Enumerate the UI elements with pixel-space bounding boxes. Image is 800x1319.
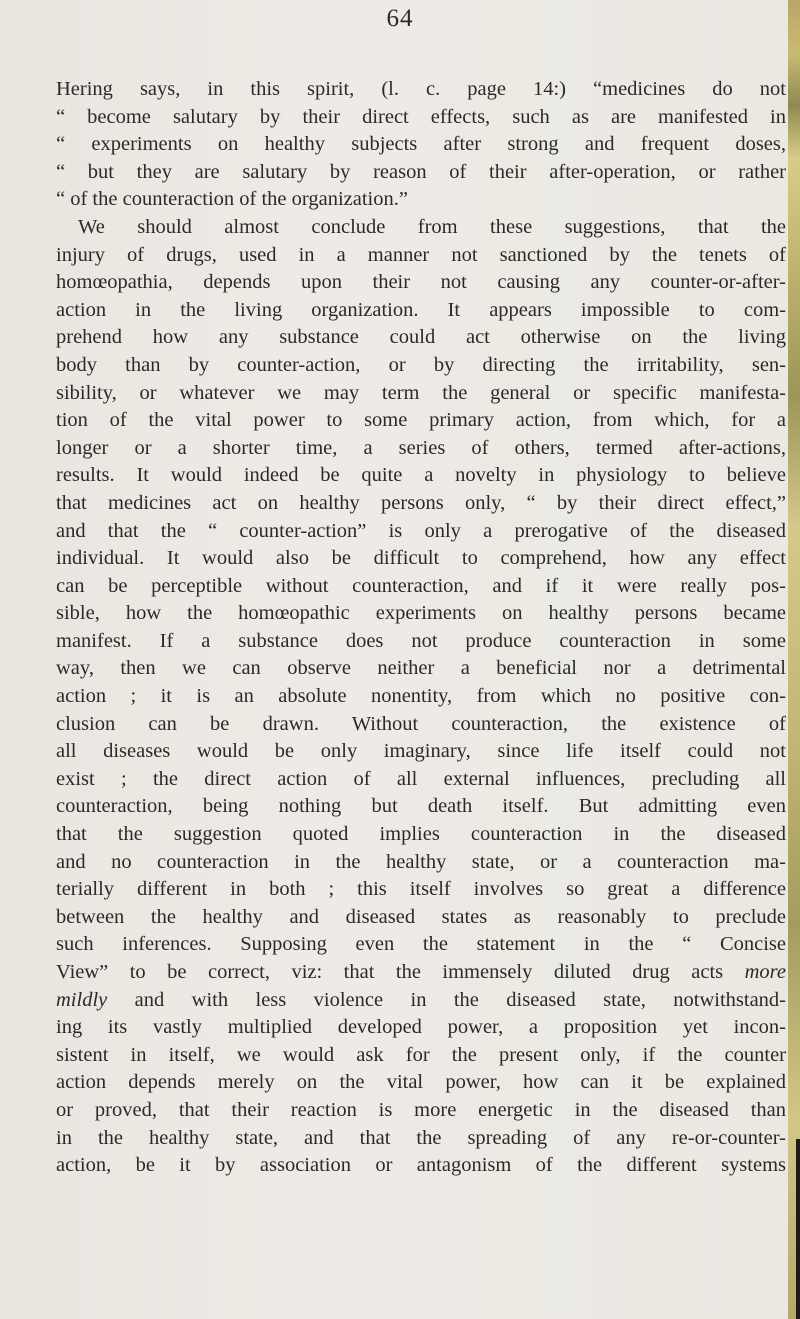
text-line: mildly and with less violence in the diseased state, notwithstand- <box>56 988 786 1011</box>
text-line: Hering says, in this spirit, (l. c. page 14:) “medicines do not <box>56 78 786 100</box>
text-line: action ; it is an absolute nonentity, from which no positive con- <box>56 685 786 708</box>
text-line: terially different in both ; this itself involves so great a difference <box>56 878 786 901</box>
text-line: or proved, that their reaction is more energetic in the diseased than <box>56 1098 786 1121</box>
text-line: that medicines act on healthy persons only, “ by their direct effect,” <box>56 491 786 514</box>
text-line: ing its vastly multiplied developed power, a proposition yet incon- <box>56 1016 786 1039</box>
text-line: action in the living organization. It appears impossible to com- <box>56 298 786 321</box>
text-line: results. It would indeed be quite a novelty in physiology to believe <box>56 464 786 487</box>
text-line: and no counteraction in the healthy state, or a counteraction ma- <box>56 850 786 873</box>
text-line: clusion can be drawn. Without counteraction, the existence of <box>56 712 786 735</box>
text-line: can be perceptible without counteraction, and if it were really pos- <box>56 574 786 597</box>
text-line: tion of the vital power to some primary action, from which, for a <box>56 409 786 432</box>
text-line: sible, how the homœopathic experiments on healthy persons became <box>56 602 786 625</box>
text-line: longer or a shorter time, a series of others, termed after-actions, <box>56 436 786 459</box>
text-line: homœopathia, depends upon their not causing any counter-or-after- <box>56 271 786 294</box>
text-line: “ become salutary by their direct effects, such as are manifested in <box>56 105 786 128</box>
text-line: prehend how any substance could act otherwise on the living <box>56 326 786 349</box>
body-text <box>56 76 786 1180</box>
text-line: action depends merely on the vital power, how can it be explained <box>56 1071 786 1094</box>
text-line: way, then we can observe neither a beneficial nor a detrimental <box>56 657 786 680</box>
text-line: body than by counter-action, or by directing the irritability, sen- <box>56 353 786 376</box>
page-edge-binding <box>788 0 800 1319</box>
text-line: View” to be correct, viz: that the immensely diluted drug acts more <box>56 961 786 983</box>
text-line: that the suggestion quoted implies counteraction in the diseased <box>56 823 786 846</box>
text-line: all diseases would be only imaginary, since life itself could not <box>56 740 786 763</box>
text-line: We should almost conclude from these suggestions, that the <box>78 215 786 238</box>
text-line: “ but they are salutary by reason of their after-operation, or rather <box>56 160 786 183</box>
text-line: between the healthy and diseased states as reasonably to preclude <box>56 905 786 928</box>
text-line: “ of the counteraction of the organization.” <box>56 188 408 211</box>
text-line: sibility, or whatever we may term the general or specific manifesta- <box>56 381 786 404</box>
text-line: individual. It would also be difficult to comprehend, how any effect <box>56 547 786 570</box>
text-line: counteraction, being nothing but death itself. But admitting even <box>56 795 786 818</box>
text-line: exist ; the direct action of all external influences, precluding all <box>56 767 786 790</box>
text-line: manifest. If a substance does not produce counteraction in some <box>56 629 786 652</box>
text-line: in the healthy state, and that the spreading of any re-or-counter- <box>56 1126 786 1149</box>
text-line: injury of drugs, used in a manner not sanctioned by the tenets of <box>56 243 786 266</box>
page-number: 64 <box>386 5 414 32</box>
text-line: such inferences. Supposing even the statement in the “ Concise <box>56 933 786 956</box>
text-line: sistent in itself, we would ask for the present only, if the counter <box>56 1043 786 1066</box>
text-line: action, be it by association or antagonism of the different systems <box>56 1154 786 1177</box>
text-line: “ experiments on healthy subjects after strong and frequent doses, <box>56 133 786 156</box>
text-line: and that the “ counter-action” is only a prerogative of the diseased <box>56 519 786 542</box>
